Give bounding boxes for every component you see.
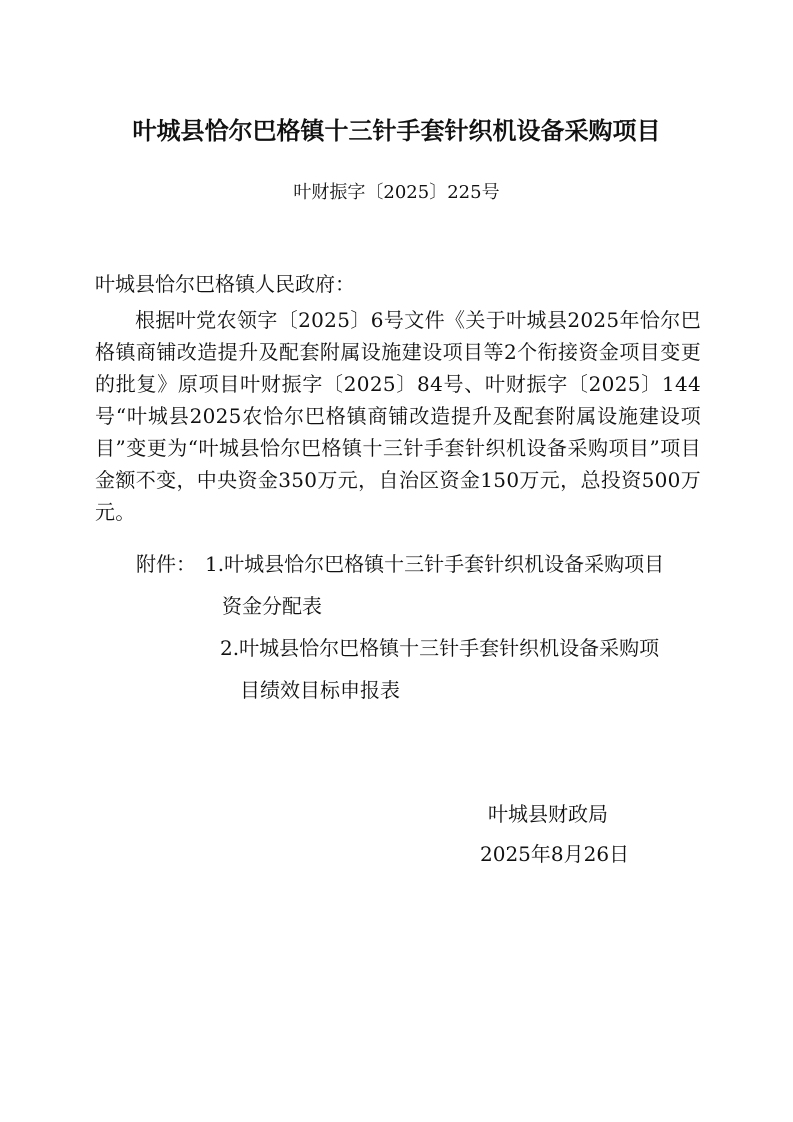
body-paragraph: 根据叶党农领字〔2025〕6号文件《关于叶城县2025年恰尔巴格镇商铺改造提升及配套附属设施建设项目等2个衔接资金项目变更的批复》原项目叶财振字〔2025〕84号、叶财振字〔2025〕144号“叶城县2025农恰尔巴格镇商铺改造提升及配套附属设施建设项目”变更为“叶城县恰尔巴格镇十三针手套针织机设备采购项目”项目金额不变，中央资金350万元，自治区资金150万元，总投资500万元。 <box>95 308 701 524</box>
recipient: 叶城县恰尔巴格镇人民政府： <box>95 272 355 296</box>
document-title: 叶城县恰尔巴格镇十三针手套针织机设备采购项目 <box>132 117 661 145</box>
attachment-2-continued: 目绩效目标申报表 <box>240 678 400 702</box>
attachment-1-continued: 资金分配表 <box>222 594 322 618</box>
attachment-2: 2.叶城县恰尔巴格镇十三针手套针织机设备采购项 <box>220 636 660 660</box>
document-number: 叶财振字〔2025〕225号 <box>293 182 500 203</box>
attachments-label: 附件： <box>136 552 196 576</box>
signer: 叶城县财政局 <box>488 802 608 826</box>
issue-date: 2025年8月26日 <box>480 842 630 866</box>
attachment-1: 1.叶城县恰尔巴格镇十三针手套针织机设备采购项目 <box>205 552 665 576</box>
